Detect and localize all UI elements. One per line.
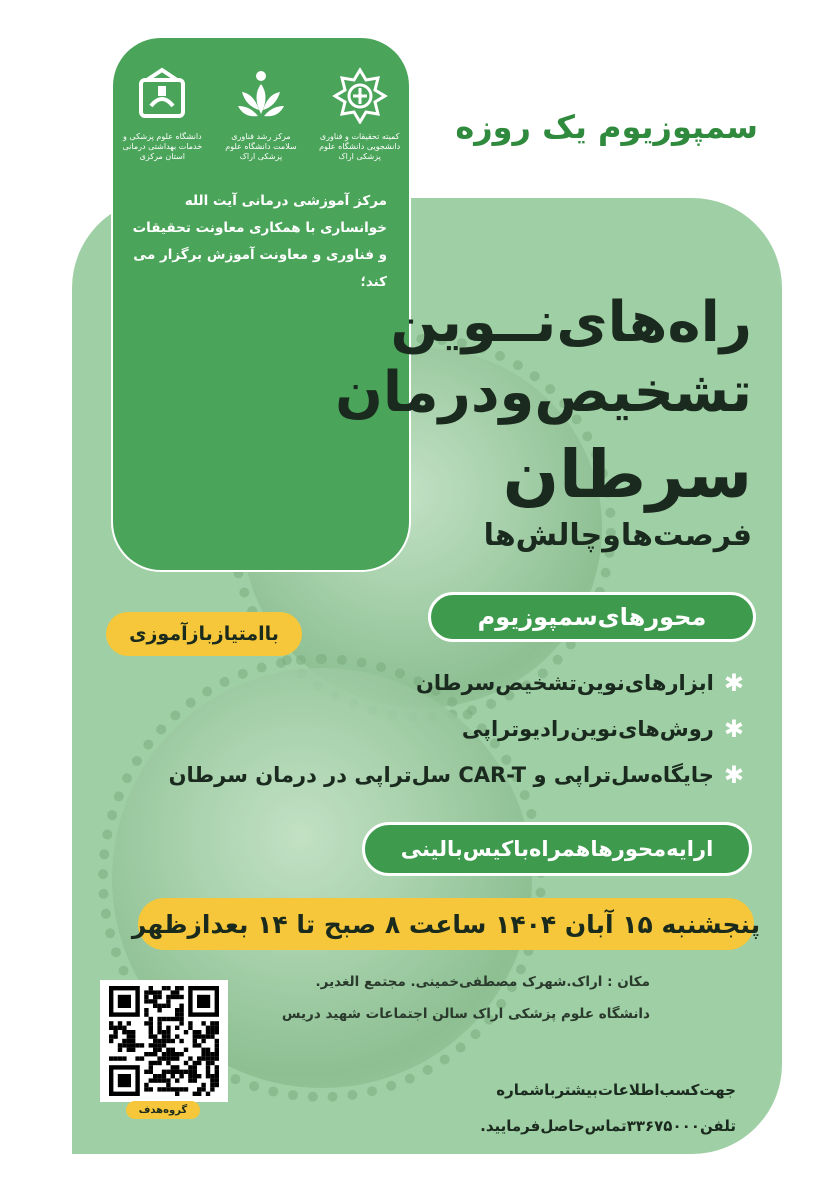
location-line-2: دانشگاه علوم پزشکی اراک سالن اجتماعات شهید دریس	[281, 1006, 650, 1022]
axes-item-label: روش‌های‌نوین‌رادیوتراپی	[461, 717, 714, 741]
title-subtitle: فرصت‌هاوچالش‌ها	[483, 518, 752, 553]
qr-code[interactable]	[100, 980, 228, 1102]
axes-item-label: ابزارهای‌نوین‌تشخیص‌سرطان	[416, 671, 714, 695]
logo-growth-center	[219, 66, 303, 186]
qr-code-icon	[100, 980, 228, 1102]
logo-caption-ministry: دانشگاه علوم پزشکی و خدمات بهداشتی درمانی استان مرکزی	[122, 132, 203, 161]
location	[170, 966, 650, 1030]
university-emblem-icon	[331, 66, 389, 124]
list-item	[104, 706, 744, 752]
ministry-emblem-icon	[133, 66, 191, 124]
title-line-2: تشخیص‌ودرمان	[335, 360, 752, 425]
asterisk-icon: ✱	[723, 669, 744, 697]
contact-line-2: تلفن۳۳۶۷۵۰۰۰تماس‌حاصل‌فرمایید.	[480, 1117, 736, 1135]
contact-info	[396, 1072, 736, 1144]
qr-label: گروه‌هدف	[126, 1101, 200, 1119]
asterisk-icon: ✱	[723, 761, 744, 789]
logo-student-committee	[318, 66, 402, 186]
logo-ministry	[120, 66, 204, 186]
event-type: سمپوزیوم یک روزه	[455, 108, 758, 146]
logo-caption-growth-center: مرکز رشد فناوری سلامت دانشگاه علوم پزشکی اراک	[225, 132, 297, 161]
flower-emblem-icon	[232, 66, 290, 124]
clinical-note: ارایه‌محورهاهمراه‌باکیس‌بالینی	[362, 822, 752, 876]
axes-heading: محورهای‌سمپوزیوم	[428, 592, 756, 642]
credit-badge: باامتیازبازآموزی	[106, 612, 302, 656]
axes-list	[104, 660, 744, 798]
axes-item-label: جایگاه‌سل‌تراپی و CAR-T سل‌تراپی در درمان سرطان	[168, 763, 714, 787]
list-item	[104, 752, 744, 798]
header-card	[113, 38, 409, 570]
logo-caption-student-committee: کمیته تحقیقات و فناوری دانشجویی دانشگاه علوم پزشکی اراک	[319, 132, 401, 161]
location-line-1: مکان : اراک.شهرک مصطفی‌خمینی. مجتمع الغدیر.	[315, 974, 650, 990]
title-line-3: سرطان	[502, 436, 752, 513]
list-item	[104, 660, 744, 706]
logo-row	[113, 66, 409, 186]
asterisk-icon: ✱	[723, 715, 744, 743]
date-time: پنجشنبه ۱۵ آبان ۱۴۰۴ ساعت ۸ صبح تا ۱۴ بعدازظهر	[138, 898, 754, 950]
contact-line-1: جهت‌کسب‌اطلاعات‌بیشترباشماره	[496, 1081, 736, 1099]
organizer-text: مرکز آموزشی درمانی آیت الله خوانساری با همکاری معاونت تحقیقات و فناوری و معاونت آموزش برگزار می کند؛	[132, 193, 387, 290]
title-line-1: راه‌های‌نــوین	[390, 290, 752, 355]
